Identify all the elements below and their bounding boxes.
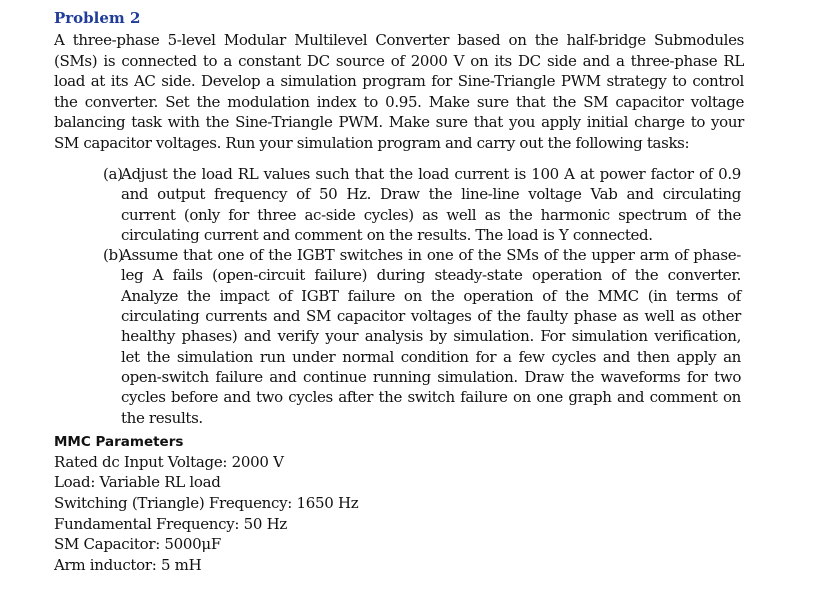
parameter-sm-capacitor: SM Capacitor: 5000μF: [54, 535, 221, 554]
task-list: [103, 164, 741, 428]
parameter-dc-voltage: Rated dc Input Voltage: 2000 V: [54, 452, 284, 471]
problem-intro: A three-phase 5-level Modular Multilevel Converter based on the half-bridge Submodules (SMs) is connected to a constant DC source of 2000 V on its DC side and a three-phase RL load at its AC side. Develop a simulation program for Sine-Triangle PWM strategy to control the converter. Set the modulation index to 0.95. Make sure that the SM capacitor voltage balancing task with the Sine-Triangle PWM. Make sure that you apply initial charge to your SM capacitor voltages. Run your simulation program and carry out the following tasks:: [54, 31, 744, 152]
task-marker-b: (b): [103, 246, 124, 265]
parameters-heading: MMC Parameters: [54, 433, 184, 450]
parameter-switching-frequency: Switching (Triangle) Frequency: 1650 Hz: [54, 494, 359, 513]
task-item-b: [103, 245, 741, 428]
problem-title: Problem 2: [54, 9, 141, 27]
parameter-list: [54, 452, 744, 576]
parameter-load: Load: Variable RL load: [54, 473, 221, 492]
task-text-b: Assume that one of the IGBT switches in one of the SMs of the upper arm of phase-leg A fails (open-circuit failure) during steady-state operation of the converter. Analyze the impact of IGBT failure on the operation of the MMC (in terms of circulating currents and SM capacitor voltages of the faulty phase as well as other healthy phases) and verify your analysis by simulation. For simulation verification, let the simulation run under normal condition for a few cycles and then apply an open-switch failure and continue running simulation. Draw the waveforms for two cycles before and two cycles after the switch failure on one graph and comment on the results.: [121, 246, 741, 427]
parameter-fundamental-frequency: Fundamental Frequency: 50 Hz: [54, 514, 287, 533]
task-text-a: Adjust the load RL values such that the load current is 100 A at power factor of 0.9 and output frequency of 50 Hz. Draw the line-line voltage Vab and circulating current (only for three ac-side cycles) as well as the harmonic spectrum of the circulating current and comment on the results. The load is Y connected.: [121, 165, 741, 244]
task-item-a: [103, 164, 741, 245]
parameter-arm-inductor: Arm inductor: 5 mH: [54, 555, 202, 574]
problem-document: [54, 8, 744, 575]
task-marker-a: (a): [103, 165, 123, 183]
